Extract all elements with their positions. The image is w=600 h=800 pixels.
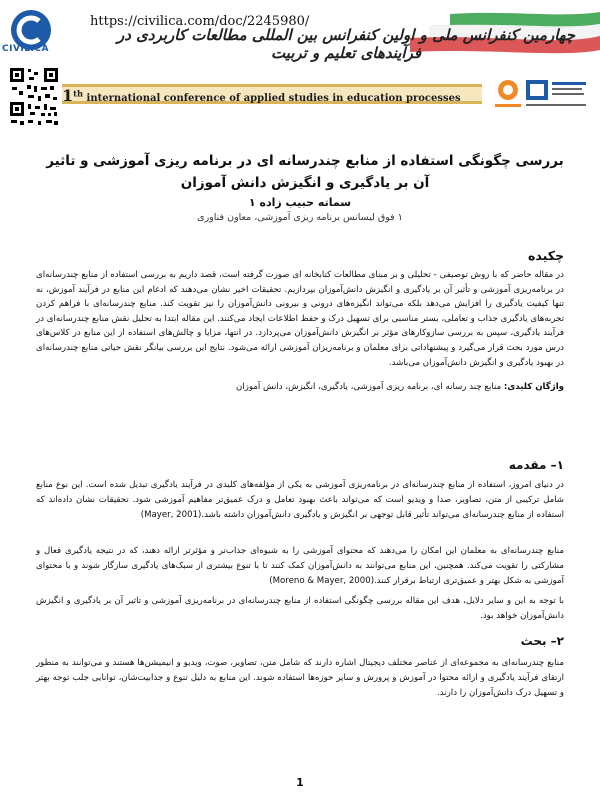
conference-title-fa: چهارمین کنفرانس ملی و اولین کنفرانس بین المللی مطالعات کاربردی در فرآیندهای تعلیم و تربیت [117,26,575,62]
keywords-label: واژگان کلیدی: [503,382,564,392]
qr-code-icon [8,66,60,128]
author-name: سماته حبیب زاده ۱ [248,196,352,209]
conference-title-en [62,86,461,105]
intro-paragraph-2: منابع چندرسانه‌ای به معلمان این امکان را می‌دهند که محتوای آموزشی را به شیوه‌ای جذاب‌تر و مؤثرتر ارائه دهند، که در نتیجه یادگیری فعال و مشارکتی را تقویت می‌کند. همچنین، این منابع می‌توانند به دانش‌آموزان کمک کنند تا با تنوع بیشتری از سبک‌های یادگیری سازگار شوند و با محتوای آموزشی به شکل بهتر و عمیق‌تری ارتباط برقرار کنند.(Moreno & Mayer, 2000) [36,546,564,586]
conference-ordinal-suffix: th [73,88,84,99]
author-affiliation: ۱ فوق لیسانس برنامه ریزی آموزشی، معاون فناوری [197,212,403,223]
page-number: 1 [296,776,304,789]
keywords-list: منابع چند رسانه ای، برنامه ریزی آموزشی، یادگیری، انگیزش، دانش آموزان [236,382,502,392]
civilica-label: CIVILICA [2,44,49,54]
paper-title: بررسی چگونگی استفاده از منابع چندرسانه ای در برنامه ریزی آموزشی و تاثیر آن بر یادگیری و انگیزش دانش آموزان [46,153,564,191]
abstract-heading: چکیده [528,248,564,263]
intro-paragraph-3: با توجه به این و سایر دلایل، هدف این مقاله بررسی چگونگی استفاده از منابع چندرسانه‌ای در برنامه‌ریزی آموزشی و تاثیر آن بر یادگیری و انگیزش دانش‌آموزان خواهد بود. [36,596,564,621]
document-url[interactable]: https://civilica.com/doc/2245980/ [90,14,310,29]
discussion-paragraph-1: منابع چندرسانه‌ای به مجموعه‌ای از عناصر مختلف دیجیتال اشاره دارند که شامل متن، تصاویر، صوت، ویدیو و انیمیشن‌ها هستند و می‌توانند به منظور ارتقای فرآیند یادگیری و ارائه محتوا در آموزش و پرورش و سایر حوزه‌ها استفاده شوند. این منابع به دلیل تنوع و جذابیت‌شان، توانایی جلب توجه بهتر و تسهیل درک دانش‌آموزان را دارند. [36,658,564,698]
conference-name-en: international conference of applied studies in education processes [86,93,461,104]
section-heading-introduction: ۱– مقدمه [508,458,564,472]
organizer-logos-icon [490,74,590,114]
abstract-text: در مقاله حاضر که با روش توصیفی - تحلیلی و بر مبنای مطالعات کتابخانه ای صورت گرفته است، قصد داریم به بررسی استفاده از منابع چندرسانه‌ای در برنامه‌ریزی آموزشی و تأثیر آن بر یادگیری و انگیزش دانش‌آموزان بپردازیم. تحقیقات اخیر نشان می‌دهند که ادغام این منابع در فرآیند آموزش، نه تنها کیفیت یادگیری را افزایش می‌دهد بلکه می‌تواند انگیزه‌های درونی و بیرونی دانش‌آموزان را نیز تقویت کند. منابع چندرسانه‌ای با فراهم کردن تجربه‌های یادگیری جذاب و تعاملی، بستر مناسبی برای تسهیل درک و حفظ اطلاعات ایجاد می‌کنند. این مقاله ابتدا به تحلیل نقش منابع چندرسانه‌ای در فرآیند یادگیری، سپس به بررسی سازوکارهای مؤثر بر انگیزش دانش‌آموزان می‌پردازد. در انتها، مزایا و چالش‌های استفاده از این منابع در کلاس‌های درس مورد بحث قرار می‌گیرد و پیشنهاداتی برای معلمان و برنامه‌ریزان آموزشی ارائه می‌شود. نتایج این بررسی بیانگر نقش حیاتی منابع چندرسانه‌ای در بهبود یادگیری و انگیزش دانش‌آموزان می‌باشد. [36,270,564,368]
keywords-line [36,380,564,394]
conference-ordinal: 1 [62,86,74,105]
section-heading-discussion: ۲– بحث [520,634,564,648]
conference-header [0,0,600,140]
intro-paragraph-1: در دنیای امروز، استفاده از منابع چندرسانه‌ای در برنامه‌ریزی آموزشی به یکی از مؤلفه‌های کلیدی در فرآیند یادگیری تبدیل شده است. این نوع منابع شامل ترکیبی از متن، تصاویر، صدا و ویدیو است که می‌تواند باعث بهبود تعامل و درک عمیق‌تر مفاهیم آموزشی شود. تحقیقات نشان داده‌اند که استفاده از منابع چندرسانه‌ای می‌تواند تأثیر قابل توجهی بر انگیزش و یادگیری دانش‌آموزان داشته باشد.(Mayer, 2001) [36,480,564,520]
